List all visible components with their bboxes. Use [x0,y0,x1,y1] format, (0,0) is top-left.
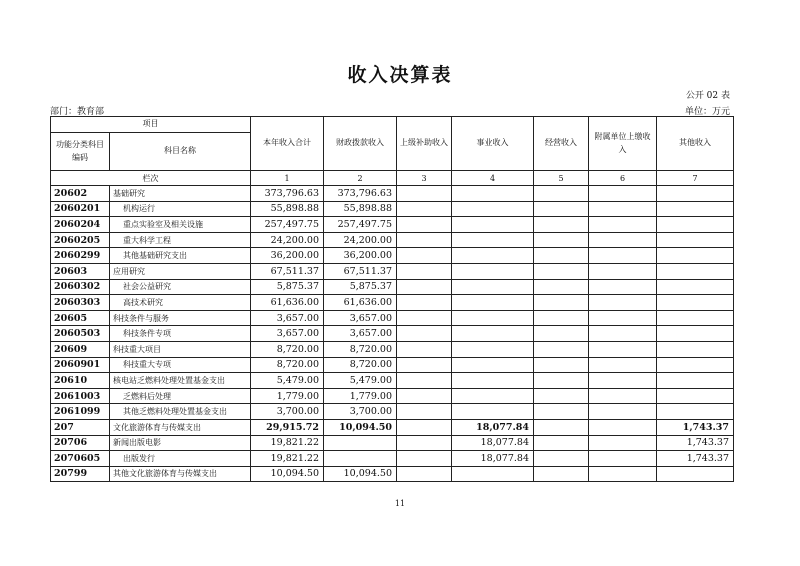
form-number: 公开 02 表 [685,91,730,101]
row-affiliated [589,435,657,451]
row-business [452,248,534,264]
row-business [452,326,534,342]
row-superior [397,341,452,357]
row-fiscal: 5,479.00 [324,373,397,389]
row-operating [534,295,589,311]
row-superior [397,435,452,451]
page-number: 11 [394,499,406,508]
row-subject-name: 科技条件与服务 [110,310,251,326]
header-func-code: 功能分类科目编码 [51,133,110,171]
row-code: 2060201 [51,201,110,217]
row-other [657,310,734,326]
index-cell: 6 [589,171,657,186]
row-total: 10,094.50 [251,466,324,482]
row-superior [397,295,452,311]
row-total: 29,915.72 [251,419,324,435]
row-superior [397,186,452,202]
row-other [657,279,734,295]
row-subject-name: 机构运行 [110,201,251,217]
row-operating [534,217,589,233]
row-other [657,341,734,357]
row-operating [534,451,589,467]
income-table [50,116,734,482]
row-operating [534,388,589,404]
row-business [452,404,534,420]
table-row [51,217,734,233]
row-subject-name: 其他基础研究支出 [110,248,251,264]
row-affiliated [589,186,657,202]
row-total: 3,657.00 [251,326,324,342]
table-row [51,232,734,248]
row-operating [534,232,589,248]
index-cell: 1 [251,171,324,186]
row-total: 3,700.00 [251,404,324,420]
table-row [51,279,734,295]
row-affiliated [589,232,657,248]
row-other [657,201,734,217]
row-affiliated [589,248,657,264]
row-business [452,466,534,482]
row-subject-name: 重点实验室及相关设施 [110,217,251,233]
row-other [657,373,734,389]
row-total: 5,875.37 [251,279,324,295]
row-operating [534,326,589,342]
table-row [51,419,734,435]
row-subject-name: 应用研究 [110,263,251,279]
row-code: 2061099 [51,404,110,420]
row-subject-name: 科技条件专项 [110,326,251,342]
row-fiscal: 36,200.00 [324,248,397,264]
row-total: 67,511.37 [251,263,324,279]
row-fiscal: 3,657.00 [324,310,397,326]
index-cell: 3 [397,171,452,186]
table-row [51,388,734,404]
row-operating [534,279,589,295]
row-affiliated [589,263,657,279]
row-total: 8,720.00 [251,357,324,373]
row-other [657,295,734,311]
row-operating [534,263,589,279]
row-code: 20609 [51,341,110,357]
row-affiliated [589,279,657,295]
unit-label: 单位：万元 [684,107,730,117]
row-business [452,232,534,248]
row-code: 20799 [51,466,110,482]
header-col7: 其他收入 [657,117,734,171]
row-code: 2060303 [51,295,110,311]
row-operating [534,248,589,264]
row-superior [397,232,452,248]
row-operating [534,419,589,435]
header-subject-name: 科目名称 [110,133,251,171]
row-code: 207 [51,419,110,435]
row-total: 36,200.00 [251,248,324,264]
row-code: 20610 [51,373,110,389]
row-affiliated [589,341,657,357]
row-fiscal: 10,094.50 [324,466,397,482]
row-affiliated [589,217,657,233]
row-business [452,341,534,357]
row-operating [534,435,589,451]
row-code: 2060204 [51,217,110,233]
row-business [452,295,534,311]
row-other [657,357,734,373]
header-col5: 经营收入 [534,117,589,171]
row-fiscal: 8,720.00 [324,357,397,373]
row-subject-name: 乏燃料后处理 [110,388,251,404]
row-affiliated [589,451,657,467]
row-subject-name: 社会公益研究 [110,279,251,295]
row-superior [397,357,452,373]
row-business [452,186,534,202]
header-col6: 附属单位上缴收入 [589,117,657,171]
row-total: 5,479.00 [251,373,324,389]
row-fiscal: 24,200.00 [324,232,397,248]
row-business [452,388,534,404]
row-affiliated [589,326,657,342]
row-operating [534,373,589,389]
department-label: 部门：教育部 [50,107,105,117]
row-fiscal: 3,700.00 [324,404,397,420]
row-subject-name: 重大科学工程 [110,232,251,248]
row-superior [397,451,452,467]
row-fiscal: 67,511.37 [324,263,397,279]
row-code: 2060901 [51,357,110,373]
row-total: 8,720.00 [251,341,324,357]
row-subject-name: 科技重大项目 [110,341,251,357]
header-col3: 上级补助收入 [397,117,452,171]
table-row [51,466,734,482]
row-subject-name: 其他乏燃料处理处置基金支出 [110,404,251,420]
index-cell: 5 [534,171,589,186]
row-fiscal: 61,636.00 [324,295,397,311]
row-fiscal: 3,657.00 [324,326,397,342]
row-fiscal: 10,094.50 [324,419,397,435]
header-col4: 事业收入 [452,117,534,171]
row-code: 2061003 [51,388,110,404]
row-other: 1,743.37 [657,419,734,435]
table-row [51,295,734,311]
row-business [452,263,534,279]
row-fiscal: 373,796.63 [324,186,397,202]
row-affiliated [589,466,657,482]
row-subject-name: 科技重大专项 [110,357,251,373]
row-subject-name: 出版发行 [110,451,251,467]
row-fiscal: 8,720.00 [324,341,397,357]
index-cell: 4 [452,171,534,186]
row-operating [534,357,589,373]
row-total: 55,898.88 [251,201,324,217]
row-total: 24,200.00 [251,232,324,248]
row-other [657,326,734,342]
row-code: 20706 [51,435,110,451]
row-superior [397,279,452,295]
row-superior [397,310,452,326]
row-total: 373,796.63 [251,186,324,202]
table-row [51,326,734,342]
row-fiscal [324,435,397,451]
row-affiliated [589,388,657,404]
row-other [657,248,734,264]
table-row [51,357,734,373]
row-business [452,357,534,373]
row-code: 2060302 [51,279,110,295]
row-total: 19,821.22 [251,451,324,467]
row-fiscal: 55,898.88 [324,201,397,217]
row-other [657,217,734,233]
row-total: 3,657.00 [251,310,324,326]
row-affiliated [589,310,657,326]
row-business [452,217,534,233]
row-fiscal: 257,497.75 [324,217,397,233]
row-subject-name: 高技术研究 [110,295,251,311]
row-superior [397,404,452,420]
index-cell: 7 [657,171,734,186]
row-other [657,263,734,279]
table-row [51,341,734,357]
row-superior [397,326,452,342]
row-other: 1,743.37 [657,451,734,467]
row-code: 20603 [51,263,110,279]
row-subject-name: 其他文化旅游体育与传媒支出 [110,466,251,482]
row-business: 18,077.84 [452,451,534,467]
row-superior [397,466,452,482]
row-affiliated [589,295,657,311]
row-superior [397,388,452,404]
row-business: 18,077.84 [452,419,534,435]
row-subject-name: 核电站乏燃料处理处置基金支出 [110,373,251,389]
table-row [51,263,734,279]
row-fiscal: 1,779.00 [324,388,397,404]
row-other [657,232,734,248]
row-total: 19,821.22 [251,435,324,451]
row-business: 18,077.84 [452,435,534,451]
row-operating [534,466,589,482]
header-col-index: 栏次 [51,171,251,186]
row-superior [397,373,452,389]
row-operating [534,186,589,202]
row-subject-name: 基础研究 [110,186,251,202]
row-code: 20602 [51,186,110,202]
row-other [657,466,734,482]
row-business [452,201,534,217]
row-superior [397,217,452,233]
row-operating [534,310,589,326]
row-superior [397,248,452,264]
table-row [51,404,734,420]
row-code: 20605 [51,310,110,326]
row-superior [397,201,452,217]
row-operating [534,201,589,217]
row-total: 61,636.00 [251,295,324,311]
table-row [51,310,734,326]
row-code: 2070605 [51,451,110,467]
row-affiliated [589,201,657,217]
row-fiscal: 5,875.37 [324,279,397,295]
row-other [657,404,734,420]
row-other [657,388,734,404]
table-row [51,186,734,202]
row-fiscal [324,451,397,467]
header-col1: 本年收入合计 [251,117,324,171]
row-affiliated [589,373,657,389]
table-row [51,451,734,467]
header-col2: 财政拨款收入 [324,117,397,171]
index-cell: 2 [324,171,397,186]
page-title: 收入决算表 [347,64,453,86]
row-business [452,279,534,295]
row-total: 1,779.00 [251,388,324,404]
table-row [51,435,734,451]
row-code: 2060299 [51,248,110,264]
row-subject-name: 新闻出版电影 [110,435,251,451]
row-affiliated [589,357,657,373]
row-affiliated [589,419,657,435]
row-affiliated [589,404,657,420]
row-superior [397,263,452,279]
row-operating [534,404,589,420]
table-row [51,248,734,264]
row-other: 1,743.37 [657,435,734,451]
header-project: 项目 [51,117,251,133]
table-row [51,201,734,217]
row-subject-name: 文化旅游体育与传媒支出 [110,419,251,435]
row-other [657,186,734,202]
row-operating [534,341,589,357]
table-row [51,373,734,389]
row-business [452,310,534,326]
row-code: 2060205 [51,232,110,248]
row-code: 2060503 [51,326,110,342]
row-total: 257,497.75 [251,217,324,233]
row-superior [397,419,452,435]
row-business [452,373,534,389]
